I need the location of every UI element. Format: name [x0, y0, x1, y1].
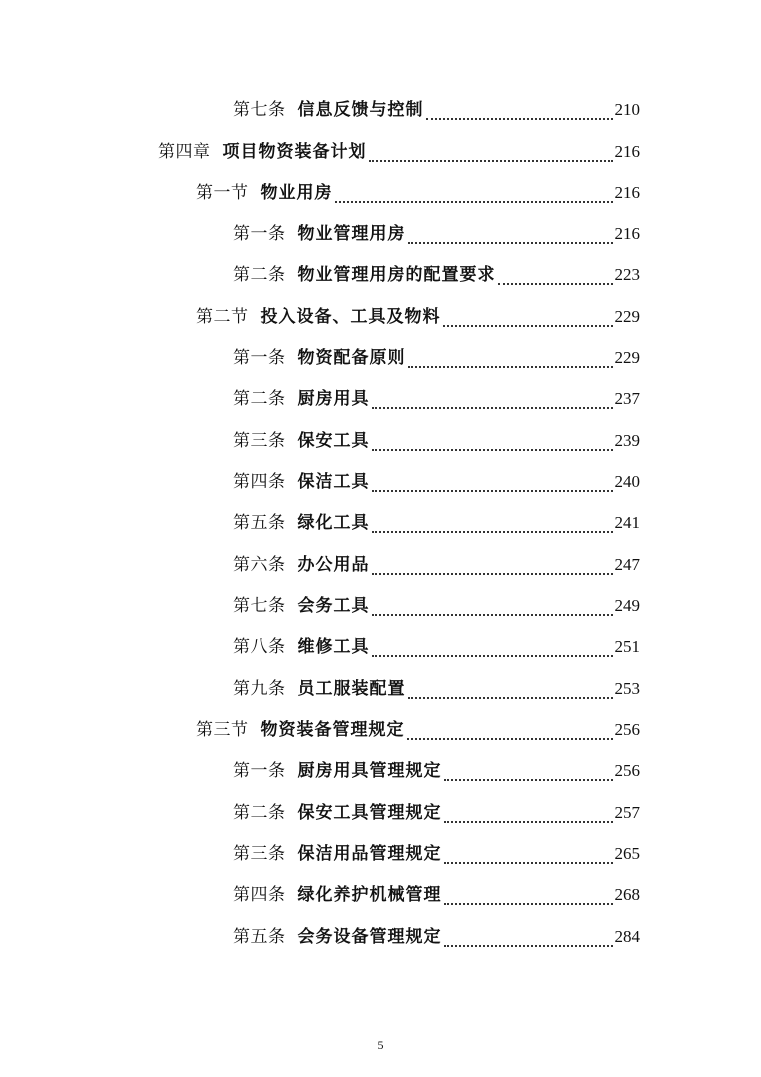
toc-entry-number: 第三条 — [233, 431, 286, 451]
toc-entry-page: 284 — [614, 927, 640, 946]
toc-entry-number: 第二条 — [233, 803, 286, 823]
toc-entry-number: 第七条 — [233, 596, 286, 616]
toc-entry-page: 229 — [614, 307, 640, 326]
toc-entry[interactable] — [233, 756, 640, 786]
toc-entry-page: 229 — [614, 348, 640, 367]
toc-entry-title: 物业用房 — [260, 183, 333, 203]
toc-entry[interactable] — [196, 302, 640, 332]
toc-dot-leader — [372, 476, 613, 494]
toc-entry-title: 保安工具 — [297, 431, 370, 451]
toc-dot-leader — [444, 889, 613, 907]
toc-dot-leader — [372, 641, 613, 659]
toc-entry[interactable] — [233, 467, 640, 497]
toc-entry-number: 第七条 — [233, 100, 286, 120]
toc-entry-title: 绿化养护机械管理 — [297, 885, 442, 905]
toc-entry[interactable] — [233, 508, 640, 538]
toc-entry[interactable] — [233, 839, 640, 869]
toc-entry-number: 第二条 — [233, 389, 286, 409]
toc-entry[interactable] — [233, 632, 640, 662]
toc-entry-page: 249 — [614, 596, 640, 615]
toc-entry-title: 投入设备、工具及物料 — [260, 307, 441, 327]
toc-entry-title: 物业管理用房 — [297, 224, 406, 244]
toc-dot-leader — [408, 352, 613, 370]
toc-dot-leader — [444, 848, 613, 866]
toc-dot-leader — [443, 311, 613, 329]
toc-dot-leader — [372, 393, 613, 411]
toc-entry-title: 保安工具管理规定 — [297, 803, 442, 823]
toc-dot-leader — [408, 228, 613, 246]
toc-entry[interactable] — [233, 95, 640, 125]
toc-dot-leader — [335, 187, 613, 205]
toc-entry-number: 第四章 — [158, 142, 211, 162]
toc-entry-title: 厨房用具管理规定 — [297, 761, 442, 781]
toc-dot-leader — [444, 807, 613, 825]
toc-entry-number: 第二条 — [233, 265, 286, 285]
toc-entry[interactable] — [233, 384, 640, 414]
toc-entry-title: 信息反馈与控制 — [297, 100, 424, 120]
toc-dot-leader — [369, 146, 613, 164]
toc-entry-page: 257 — [614, 803, 640, 822]
toc-entry-title: 物资装备管理规定 — [260, 720, 405, 740]
toc-entry-title: 员工服装配置 — [297, 679, 406, 699]
toc-entry-page: 223 — [614, 265, 640, 284]
toc-entry[interactable] — [233, 426, 640, 456]
toc-dot-leader — [372, 517, 613, 535]
page-number: 5 — [377, 1038, 384, 1052]
toc-entry-number: 第九条 — [233, 679, 286, 699]
toc-entry[interactable] — [233, 550, 640, 580]
toc-dot-leader — [444, 765, 613, 783]
toc-dot-leader — [372, 435, 613, 453]
toc-entry-number: 第八条 — [233, 637, 286, 657]
toc-entry-page: 256 — [614, 720, 640, 739]
toc-entry-title: 维修工具 — [297, 637, 370, 657]
toc-entry-number: 第一节 — [196, 183, 249, 203]
toc-dot-leader — [372, 559, 613, 577]
toc-entry[interactable] — [233, 343, 640, 373]
toc-entry-number: 第一条 — [233, 348, 286, 368]
toc-entry[interactable] — [233, 260, 640, 290]
toc-dot-leader — [444, 931, 613, 949]
toc-entry-page: 216 — [614, 142, 640, 161]
toc-entry[interactable] — [233, 674, 640, 704]
toc-entry[interactable] — [233, 219, 640, 249]
toc-entry-page: 265 — [614, 844, 640, 863]
toc-entry-number: 第四条 — [233, 885, 286, 905]
toc-entry-page: 251 — [614, 637, 640, 656]
toc-entry[interactable] — [233, 591, 640, 621]
toc-entry[interactable] — [158, 137, 640, 167]
toc-entry-page: 216 — [614, 183, 640, 202]
toc-dot-leader — [372, 600, 613, 618]
toc-entry-page: 256 — [614, 761, 640, 780]
toc-entry-number: 第一条 — [233, 761, 286, 781]
toc-entry-number: 第三节 — [196, 720, 249, 740]
toc-dot-leader — [408, 683, 613, 701]
toc-entry-page: 253 — [614, 679, 640, 698]
toc-dot-leader — [426, 104, 613, 122]
toc-entry-title: 物业管理用房的配置要求 — [297, 265, 496, 285]
toc-entry[interactable] — [233, 880, 640, 910]
toc-entry[interactable] — [233, 798, 640, 828]
toc-entry-title: 厨房用具 — [297, 389, 370, 409]
toc-entry-page: 239 — [614, 431, 640, 450]
toc-entry-page: 216 — [614, 224, 640, 243]
toc-entry-page: 210 — [614, 100, 640, 119]
toc-entry-title: 保洁工具 — [297, 472, 370, 492]
toc-entry-title: 物资配备原则 — [297, 348, 406, 368]
toc-entry[interactable] — [233, 922, 640, 952]
toc-dot-leader — [498, 269, 613, 287]
toc-entry-title: 绿化工具 — [297, 513, 370, 533]
toc-dot-leader — [407, 724, 613, 742]
toc-entry-title: 办公用品 — [297, 555, 370, 575]
toc-entry-page: 268 — [614, 885, 640, 904]
toc-entry-number: 第四条 — [233, 472, 286, 492]
toc-entry-number: 第一条 — [233, 224, 286, 244]
toc-entry-title: 会务设备管理规定 — [297, 927, 442, 947]
toc-entry-number: 第六条 — [233, 555, 286, 575]
toc-entry-number: 第五条 — [233, 927, 286, 947]
toc-entry-page: 241 — [614, 513, 640, 532]
toc-entry-page: 247 — [614, 555, 640, 574]
toc-entry-number: 第二节 — [196, 307, 249, 327]
toc-entry-page: 237 — [614, 389, 640, 408]
toc-entry[interactable] — [196, 178, 640, 208]
toc-entry-page: 240 — [614, 472, 640, 491]
toc-entry-title: 会务工具 — [297, 596, 370, 616]
toc-entry-title: 项目物资装备计划 — [222, 142, 367, 162]
toc-entry-number: 第五条 — [233, 513, 286, 533]
toc-entry-number: 第三条 — [233, 844, 286, 864]
toc-entry-title: 保洁用品管理规定 — [297, 844, 442, 864]
toc-entry[interactable] — [196, 715, 640, 745]
